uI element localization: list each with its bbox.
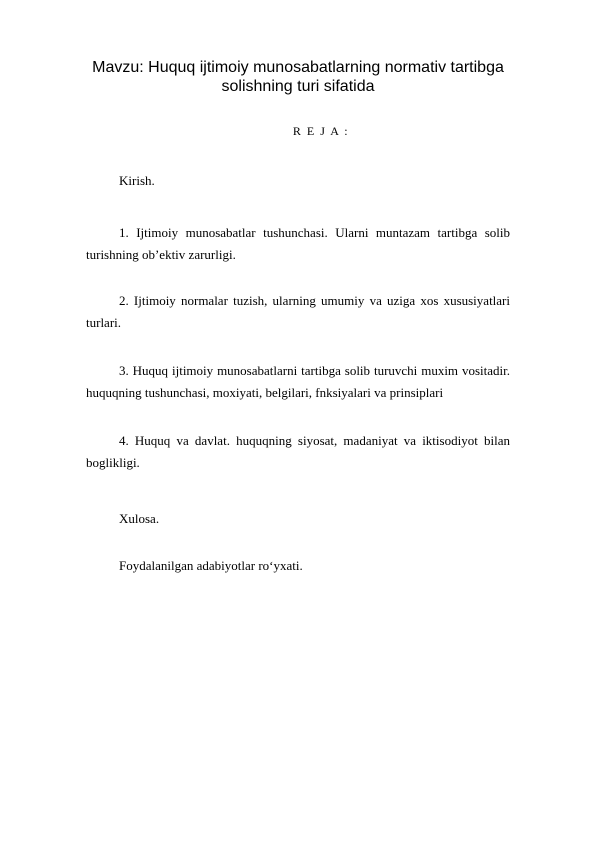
plan-item-references: Foydalanilgan adabiyotlar ro‘yxati. [119,558,303,573]
plan-item-1: 1. Ijtimoiy munosabatlar tushunchasi. Ularni muntazam tartibga solib turishning ob’ektiv zarurligi. [86,225,510,262]
plan-item-introduction: Kirish. [119,173,155,188]
plan-item-4: 4. Huquq va davlat. huquqning siyosat, madaniyat va iktisodiyot bilan boglikligi. [86,433,510,470]
page-title: Mavzu: Huquq ijtimoiy munosabatlarning normativ tartibga solishning turi sifatida [92,59,504,95]
plan-item-2: 2. Ijtimoiy normalar tuzish, ularning umumiy va uziga xos xususiyatlari turlari. [86,293,510,330]
plan-item-3: 3. Huquq ijtimoiy munosabatlarni tartibga solib turuvchi muxim vositadir. huquqning tushunchasi, moxiyati, belgilari, fnksiyalari va prinsiplari [86,363,510,400]
plan-item-conclusion: Xulosa. [119,511,160,526]
plan-heading: R E J A : [292,124,350,138]
